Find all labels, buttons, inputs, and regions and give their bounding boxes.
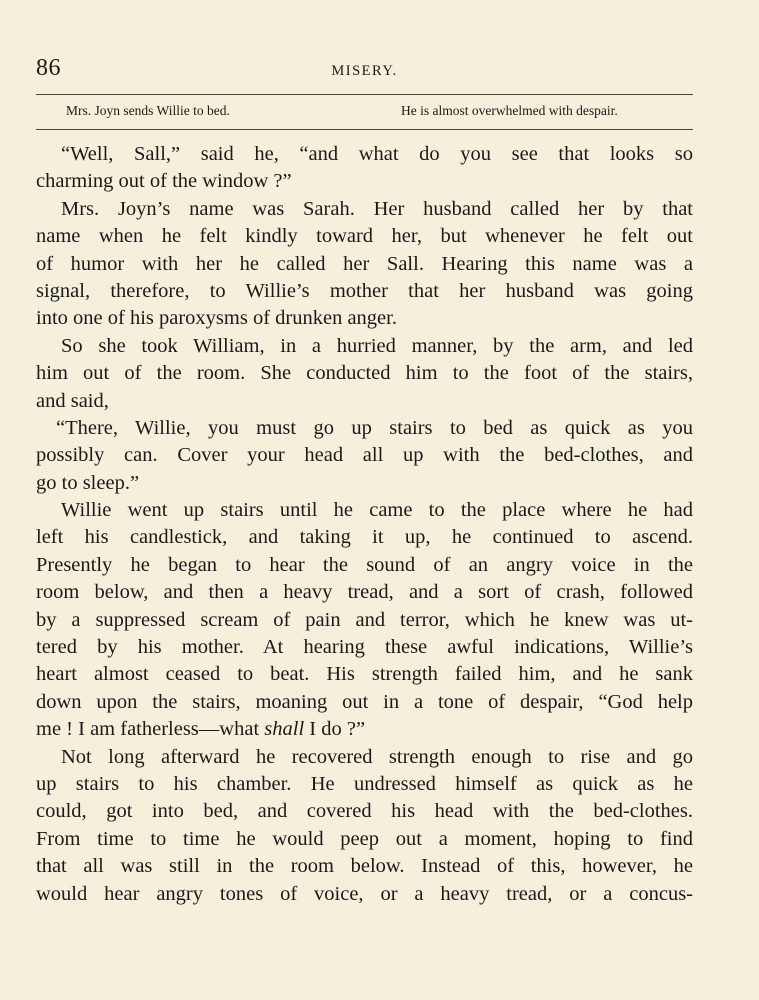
text-line: of humor with her he called her Sall. Hearing this name was a <box>36 252 693 275</box>
text-line: “There, Willie, you must go up stairs to bed as quick as you <box>56 416 693 439</box>
text-line: tered by his mother. At hearing these awful indications, Willie’s <box>36 636 693 659</box>
text-line: could, got into bed, and covered his head with the bed-clothes. <box>36 800 693 823</box>
text-line: Willie went up stairs until he came to the place where he had <box>61 499 693 522</box>
text-line: name when he felt kindly toward her, but whenever he felt out <box>36 225 693 248</box>
text-line: room below, and then a heavy tread, and a sort of crash, followed <box>36 581 693 604</box>
subhead-left: Mrs. Joyn sends Willie to bed. <box>66 103 230 118</box>
running-head: MISERY. <box>331 63 398 79</box>
text-line: go to sleep.” <box>36 471 140 494</box>
bottom-rule <box>36 129 693 130</box>
text-line: signal, therefore, to Willie’s mother that her husband was going <box>36 279 693 302</box>
text-line: “Well, Sall,” said he, “and what do you see that looks so <box>61 143 693 165</box>
text-line: Not long afterward he recovered strength enough to rise and go <box>61 745 693 768</box>
text-line: charming out of the window ?” <box>36 170 292 193</box>
text-line: From time to time he would peep out a moment, hoping to find <box>36 827 693 850</box>
text-line: by a suppressed scream of pain and terror, which he knew was ut- <box>36 608 693 631</box>
text-line: and said, <box>36 389 109 412</box>
text-line: him out of the room. She conducted him to the foot of the stairs, <box>36 362 693 385</box>
text-line: into one of his paroxysms of drunken anger. <box>36 307 397 330</box>
text-line <box>36 716 693 743</box>
text-fragment: I do ?” <box>304 718 366 741</box>
page-number: 86 <box>36 55 61 81</box>
emphasis: shall <box>264 718 305 741</box>
text-line: heart almost ceased to beat. His strength failed him, and he sank <box>36 663 693 686</box>
text-line: So she took William, in a hurried manner, by the arm, and led <box>61 334 693 357</box>
text-line: Mrs. Joyn’s name was Sarah. Her husband called her by that <box>61 197 693 220</box>
text-line: left his candlestick, and taking it up, he continued to ascend. <box>36 526 693 549</box>
body-text <box>36 141 693 908</box>
page-header <box>36 55 693 87</box>
text-fragment: me ! I am fatherless—what <box>36 718 265 741</box>
text-line: Presently he began to hear the sound of an angry voice in the <box>36 553 693 576</box>
text-line: up stairs to his chamber. He undressed himself as quick as he <box>36 772 693 795</box>
text-line: that all was still in the room below. Instead of this, however, he <box>36 855 693 878</box>
text-line: down upon the stairs, moaning out in a tone of despair, “God help <box>36 690 693 713</box>
top-rule <box>36 94 693 95</box>
text-line: would hear angry tones of voice, or a heavy tread, or a concus- <box>36 882 693 905</box>
subhead-right: He is almost overwhelmed with despair. <box>401 103 618 118</box>
text-line: possibly can. Cover your head all up with the bed-clothes, and <box>36 444 693 467</box>
